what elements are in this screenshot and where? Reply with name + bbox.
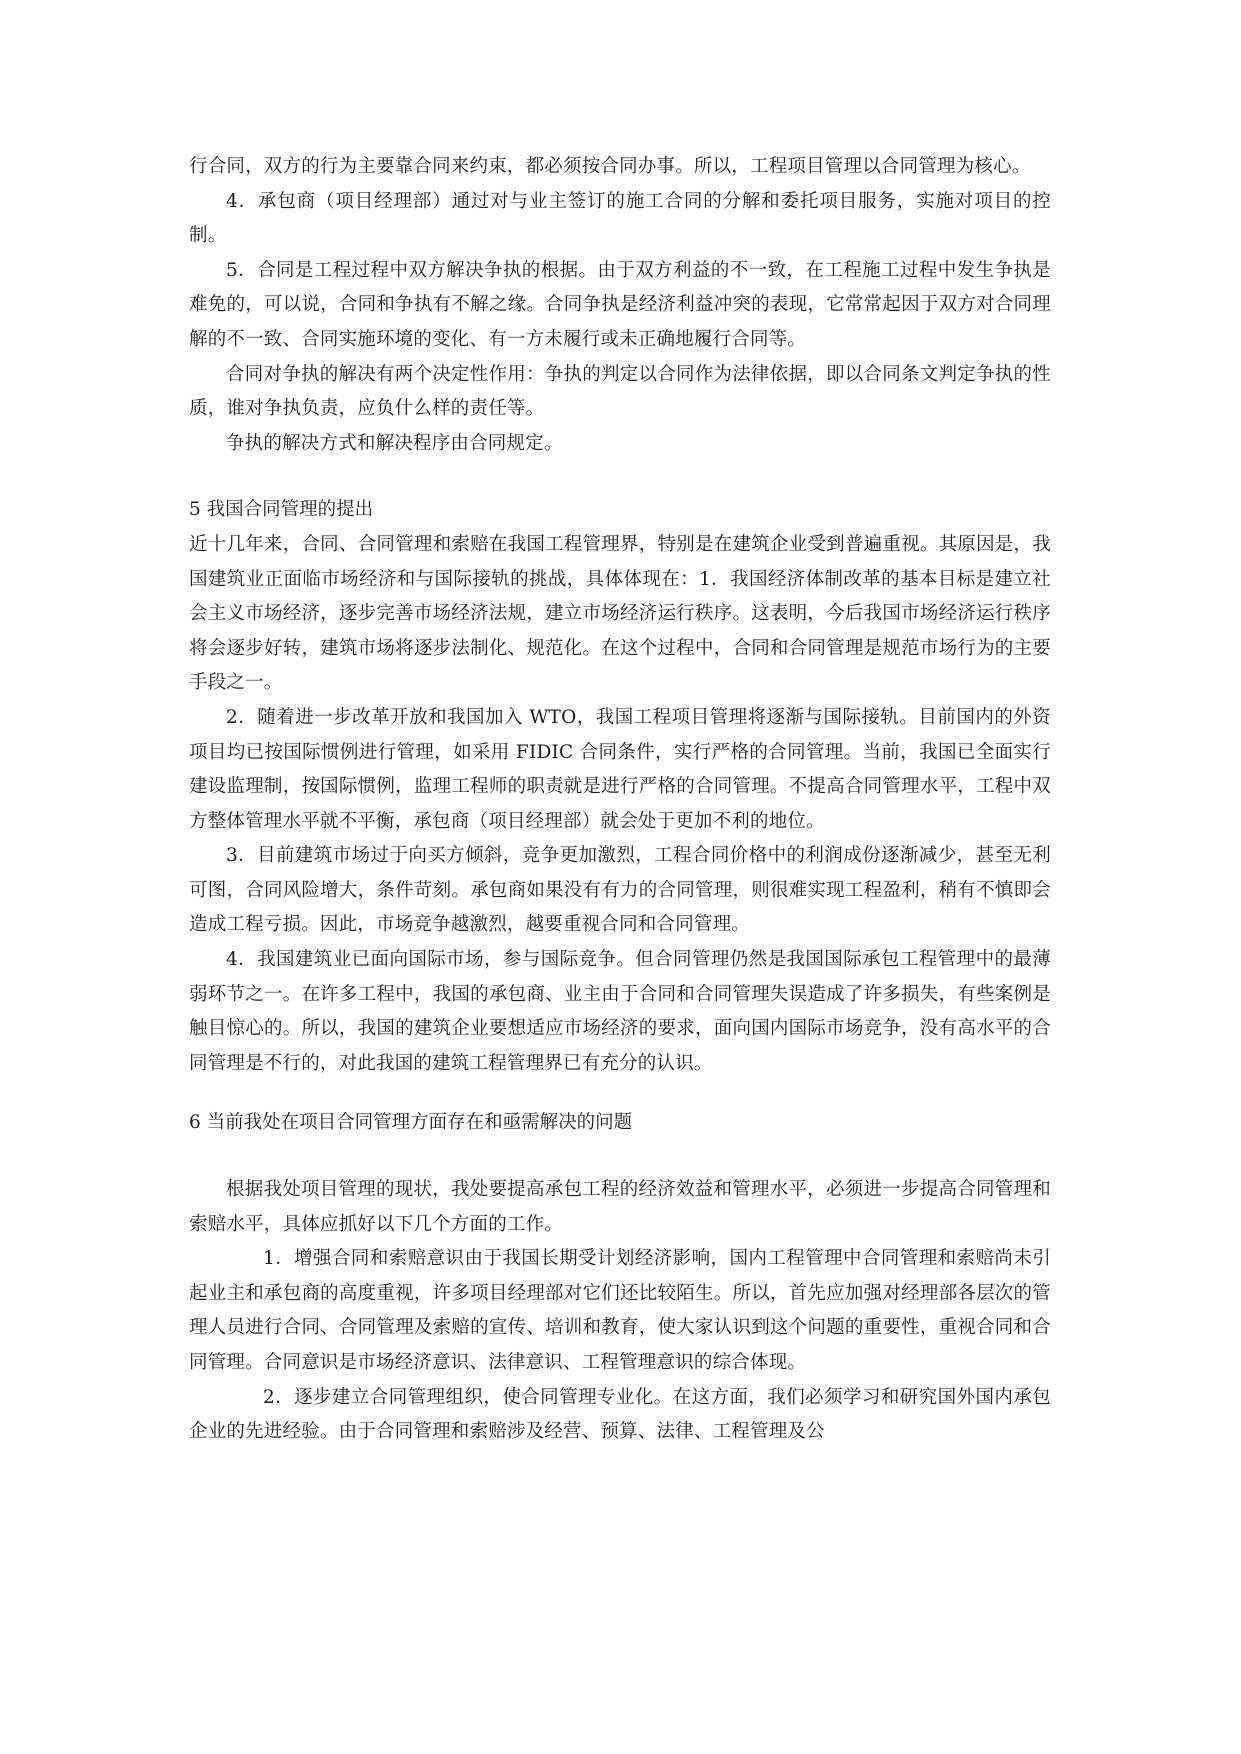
section-6-item-2: 2．逐步建立合同管理组织，使合同管理专业化。在这方面，我们必须学习和研究国外国内承包企业的先进经验。由于合同管理和索赔涉及经营、预算、法律、工程管理及公 (189, 1386, 1051, 1443)
section-5-heading: 5 我国合同管理的提出 (189, 499, 374, 521)
section-5-item-3: 3．目前建筑市场过于向买方倾斜，竞争更加激烈，工程合同价格中的利润成份逐渐减少，甚至无利可图，合同风险增大，条件苛刻。承包商如果没有有力的合同管理，则很难实现工程盈利，稍有不慎即会造成工程亏损。因此，市场竞争越激烈，越要重视合同和合同管理。 (189, 845, 1051, 936)
section-spacer (189, 461, 1051, 493)
section-6-intro: 根据我处项目管理的现状，我处要提高承包工程的经济效益和管理水平，必须进一步提高合同管理和索赔水平，具体应抓好以下几个方面的工作。 (189, 1179, 1051, 1235)
section-6-heading: 6 当前我处在项目合同管理方面存在和亟需解决的问题 (189, 1112, 633, 1134)
paragraph-dispute-method: 争执的解决方式和解决程序由合同规定。 (226, 432, 563, 454)
section-6-item-1: 1．增强合同和索赔意识由于我国长期受计划经济影响，国内工程管理中合同管理和索赔尚未引起业主和承包商的高度重视，许多项目经理部对它们还比较陌生。所以，首先应加强对经理部各层次的管理人员进行合同、合同管理及索赔的宣传、培训和教育，使大家认识到这个问题的重要性，重视合同和合同管理。合同意识是市场经济意识、法律意识、工程管理意识的综合体现。 (189, 1248, 1051, 1373)
section-5-item-2: 2．随着进一步改革开放和我国加入 WTO，我国工程项目管理将逐渐与国际接轨。目前国内的外资项目均已按国际惯例进行管理，如采用 FIDIC 合同条件，实行严格的合同管理。当前，我国已全面实行建设监理制，按国际惯例，监理工程师的职责就是进行严格的合同管理。不提高合同管理水平，工程中双方整体管理水平就不平衡，承包商（项目经理部）就会处于更加不利的地位。 (189, 706, 1051, 832)
section-5-intro: 近十几年来，合同、合同管理和索赔在我国工程管理界，特别是在建筑企业受到普遍重视。其原因是，我国建筑业正面临市场经济和与国际接轨的挑战，具体体现在：1．我国经济体制改革的基本目标是建立社会主义市场经济，逐步完善市场经济法规，建立市场经济运行秩序。这表明，今后我国市场经济运行秩序将会逐步好转，建筑市场将逐步法制化、规范化。在这个过程中，合同和合同管理是规范市场行为的主要手段之一。 (189, 533, 1051, 694)
paragraph-item-4: 4．承包商（项目经理部）通过对与业主签订的施工合同的分解和委托项目服务，实施对项目的控制。 (189, 190, 1051, 247)
paragraph-dispute-role: 合同对争执的解决有两个决定性作用：争执的判定以合同作为法律依据，即以合同条文判定争执的性质，谁对争执负责，应负什么样的责任等。 (189, 363, 1051, 420)
paragraph-item-5: 5．合同是工程过程中双方解决争执的根据。由于双方利益的不一致，在工程施工过程中发生争执是难免的，可以说，合同和争执有不解之缘。合同争执是经济利益冲突的表现，它常常起因于双方对合同理解的不一致、合同实施环境的变化、有一方未履行或未正确地履行合同等。 (189, 259, 1051, 350)
paragraph-contract-core: 行合同，双方的行为主要靠合同来约束，都必须按合同办事。所以，工程项目管理以合同管理为核心。 (189, 156, 1031, 177)
section-spacer (189, 1141, 1051, 1173)
section-spacer (189, 1081, 1051, 1106)
section-5-item-4: 4．我国建筑业已面向国际市场，参与国际竞争。但合同管理仍然是我国国际承包工程管理中的最薄弱环节之一。在许多工程中，我国的承包商、业主由于合同和合同管理失误造成了许多损失，有些案例是触目惊心的。所以，我国的建筑企业要想适应市场经济的要求，面向国内国际市场竞争，没有高水平的合同管理是不行的，对此我国的建筑工程管理界已有充分的认识。 (189, 949, 1051, 1074)
